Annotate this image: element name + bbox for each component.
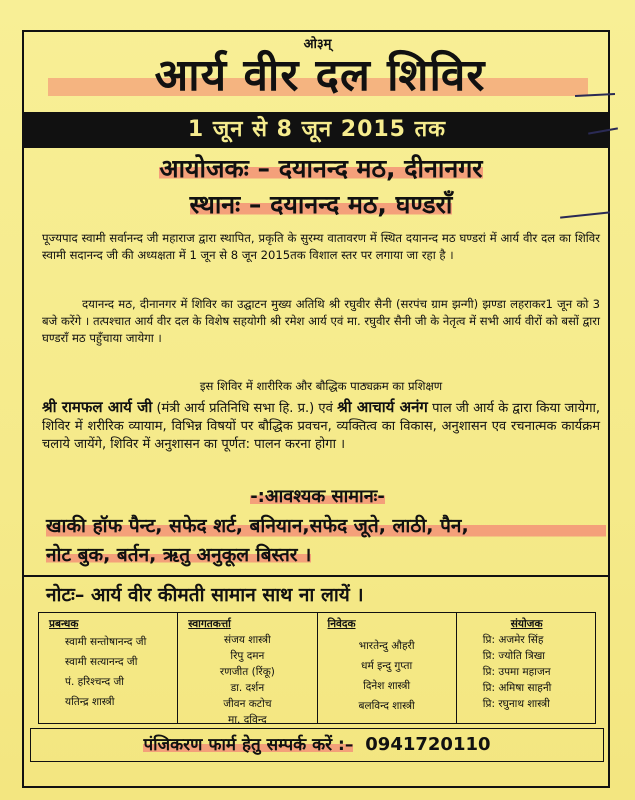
organizer-text: आयोजकः – दयानन्द मठ, दीनानगर (159, 154, 483, 183)
trainer-name-2: श्री आचार्य अनंग (337, 398, 428, 416)
registration-text: पंजिकरण फार्म हेतु सम्पर्क करें :– (143, 735, 354, 755)
requester-member: बलविन्द शास्त्री (358, 700, 415, 712)
requester-column (318, 613, 457, 723)
convener-member: प्रि: उपमा महाजन (482, 666, 551, 678)
manager-column (39, 613, 178, 723)
date-banner: 1 जून से 8 जून 2015 तक (24, 112, 610, 148)
reception-member: मा. दविन्द (228, 714, 267, 726)
convener-member: प्रि: ज्योति त्रिखा (482, 650, 546, 662)
poster-title: आर्य वीर दल शिविर (154, 50, 486, 101)
contact-phone: 0941720110 (365, 734, 491, 755)
convener-column (457, 613, 595, 723)
reception-member: रिपु दमन (230, 650, 265, 662)
reception-member: जीवन कटोच (223, 698, 272, 710)
convener-member: प्रि: अमिषा साहनी (482, 682, 552, 694)
manager-heading: प्रबन्धक (49, 618, 79, 630)
organizer-line (56, 152, 586, 186)
trainer-role: (मंत्री आर्य प्रतिनिधि सभा हि. प्र.) एवं (156, 401, 333, 416)
requirements-list (46, 512, 606, 570)
reception-member: रणजीत (रिंकू) (219, 666, 275, 678)
reception-member: डा. दर्शन (230, 682, 265, 694)
om-symbol: ओ३म् (303, 37, 332, 52)
convener-heading: संयोजक (510, 618, 543, 630)
trainers-paragraph (42, 398, 600, 454)
manager-member: पं. हरिश्चन्द जी (65, 676, 125, 688)
committee-table (38, 612, 596, 724)
manager-member: स्वामी सन्तोषानन्द जी (65, 636, 147, 648)
requester-member: भारतेन्दु औहरी (358, 640, 415, 652)
manager-member: स्वामी सत्यानन्द जी (65, 656, 138, 668)
requester-member: धर्म इन्दु गुप्ता (361, 660, 413, 672)
manager-member: यतिन्द्र शास्त्री (65, 696, 115, 708)
requester-heading: निवेदक (327, 618, 356, 630)
note-line: नोटः– आर्य वीर कीमती सामान साथ ना लायें । (46, 584, 364, 606)
venue-line (56, 188, 586, 222)
reception-heading: स्वागतकर्त्ता (188, 618, 231, 630)
reception-member: संजय शास्त्री (223, 634, 271, 646)
training-line: इस शिविर में शारीरिक और बौद्धिक पाठ्यक्रम का प्रशिक्षण (199, 379, 443, 393)
intro-paragraph: पूज्यपाद स्वामी सर्वानन्द जी महाराज द्वारा स्थापित, प्रकृति के सुरम्य वातावरण में स्थित दयानन्द मठ घण्डरां में आर्य वीर दल का शिविर स्वामी सदानन्द जी की अध्यक्षता में 1 जून से 8 जून 2015तक विशाल स्तर पर लगाया जा रहा है । (42, 231, 600, 262)
requirements-heading (0, 484, 635, 508)
requirements-line-2-text: नोट बुक, बर्तन, ऋतु अनुकूल बिस्तर । (46, 544, 312, 566)
convener-member: प्रि: रघुनाथ शास्त्री (482, 698, 550, 710)
venue-text: स्थानः – दयानन्द मठ, घण्डराँ (189, 190, 453, 219)
requester-member: दिनेश शास्त्री (363, 680, 411, 692)
requirements-line-1: खाकी हॉफ पैन्ट, सफेद शर्ट, बनियान,सफेद जूते, लाठी, पैन, (46, 512, 606, 541)
reception-column (178, 613, 317, 726)
note-divider (24, 575, 610, 577)
convener-member: प्रि: अजमेर सिंह (482, 634, 544, 646)
trainer-name-1: श्री रामफल आर्य जी (42, 398, 153, 416)
requirements-heading-text: -:आवश्यक सामानः- (250, 486, 385, 507)
requirements-line-2 (46, 541, 606, 570)
inauguration-paragraph: दयानन्द मठ, दीनानगर में शिविर का उद्घाटन मुख्य अतिथि श्री रघुवीर सैनी (सरपंच ग्राम झन्गी) झण्डा लहराकर1 जून को 3 बजे करेंगे । तत्पश्चात आर्य वीर दल के विशेष सहयोगी श्री रमेश आर्य एवं मा. रघुवीर सैनी जी के नेतृत्व में सभी आर्य वीरों को बसों द्वारा घण्डराँ मठ पहुँचाया जायेगा । (42, 297, 600, 345)
registration-footer (30, 728, 604, 762)
trainers-details: पाल जी आर्य के द्वारा किया जायेगा, शिविर में शरीरिक व्यायाम, विभिन्न विषयों पर बौद्धिक प्रवचन, व्यक्तित्व का विकास, अनुशासन एव रचनात्मक कार्यक्रम चलाये जायेंगे, शिविर में अनुशासन का पूर्णत: पालन करना होगा । (42, 401, 601, 452)
